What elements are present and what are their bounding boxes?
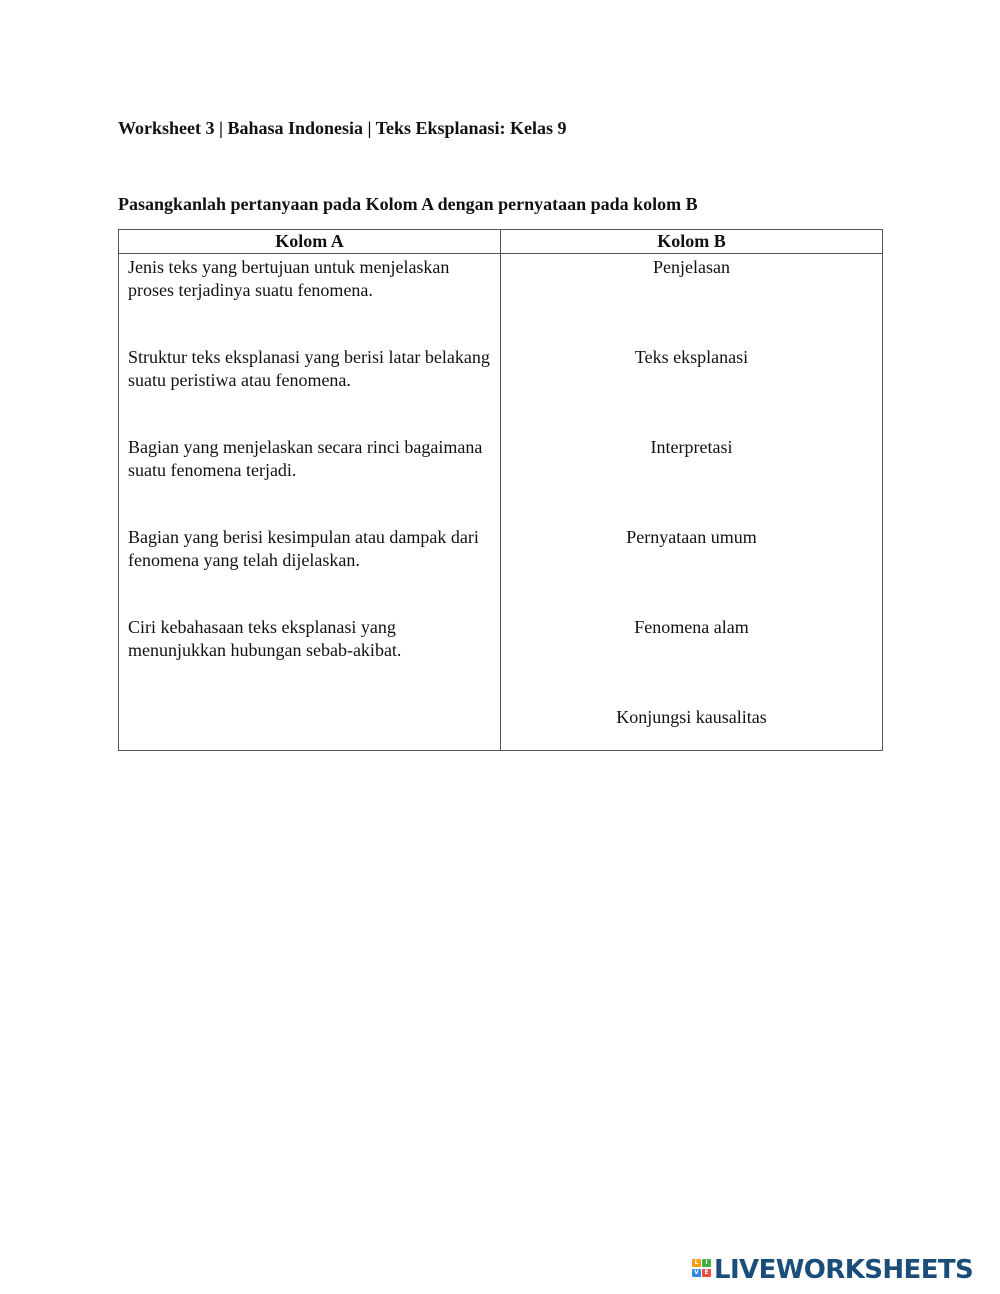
logo-letter-v: V bbox=[692, 1269, 701, 1277]
column-b-item-5[interactable]: Fenomena alam bbox=[634, 617, 749, 637]
column-a-item-5[interactable]: Ciri kebahasaan teks eksplanasi yang menunjukkan hubungan sebab-akibat. bbox=[128, 617, 402, 660]
column-b-list bbox=[501, 254, 882, 736]
column-a-header: Kolom A bbox=[119, 230, 501, 254]
column-a-item-4[interactable]: Bagian yang berisi kesimpulan atau dampak dari fenomena yang telah dijelaskan. bbox=[128, 527, 479, 570]
logo-mark-icon bbox=[692, 1257, 712, 1283]
table-body-row bbox=[119, 254, 883, 751]
table-header-row bbox=[119, 230, 883, 254]
matching-table bbox=[118, 229, 883, 751]
worksheet-title: Worksheet 3 | Bahasa Indonesia | Teks Eksplanasi: Kelas 9 bbox=[118, 118, 567, 138]
column-b-item-1[interactable]: Penjelasan bbox=[653, 257, 730, 277]
column-b-item-6[interactable]: Konjungsi kausalitas bbox=[616, 707, 767, 727]
logo-letter-e: E bbox=[702, 1269, 711, 1277]
column-a-cell bbox=[119, 254, 501, 751]
column-a-item-2[interactable]: Struktur teks eksplanasi yang berisi latar belakang suatu peristiwa atau fenomena. bbox=[128, 347, 490, 390]
logo-text: LIVEWORKSHEETS bbox=[714, 1255, 974, 1285]
column-a-item-1[interactable]: Jenis teks yang bertujuan untuk menjelaskan proses terjadinya suatu fenomena. bbox=[128, 257, 450, 300]
column-b-header: Kolom B bbox=[501, 230, 883, 254]
column-a-list bbox=[119, 254, 500, 706]
logo-letter-i: I bbox=[702, 1259, 711, 1267]
logo-letter-l: L bbox=[692, 1259, 701, 1267]
column-b-cell bbox=[501, 254, 883, 751]
instruction-text: Pasangkanlah pertanyaan pada Kolom A dengan pernyataan pada kolom B bbox=[118, 194, 698, 214]
column-b-item-2[interactable]: Teks eksplanasi bbox=[634, 347, 749, 367]
column-b-item-3[interactable]: Interpretasi bbox=[650, 437, 733, 457]
liveworksheets-logo bbox=[692, 1255, 973, 1285]
column-b-item-4[interactable]: Pernyataan umum bbox=[626, 527, 757, 547]
column-a-item-3[interactable]: Bagian yang menjelaskan secara rinci bagaimana suatu fenomena terjadi. bbox=[128, 437, 483, 480]
